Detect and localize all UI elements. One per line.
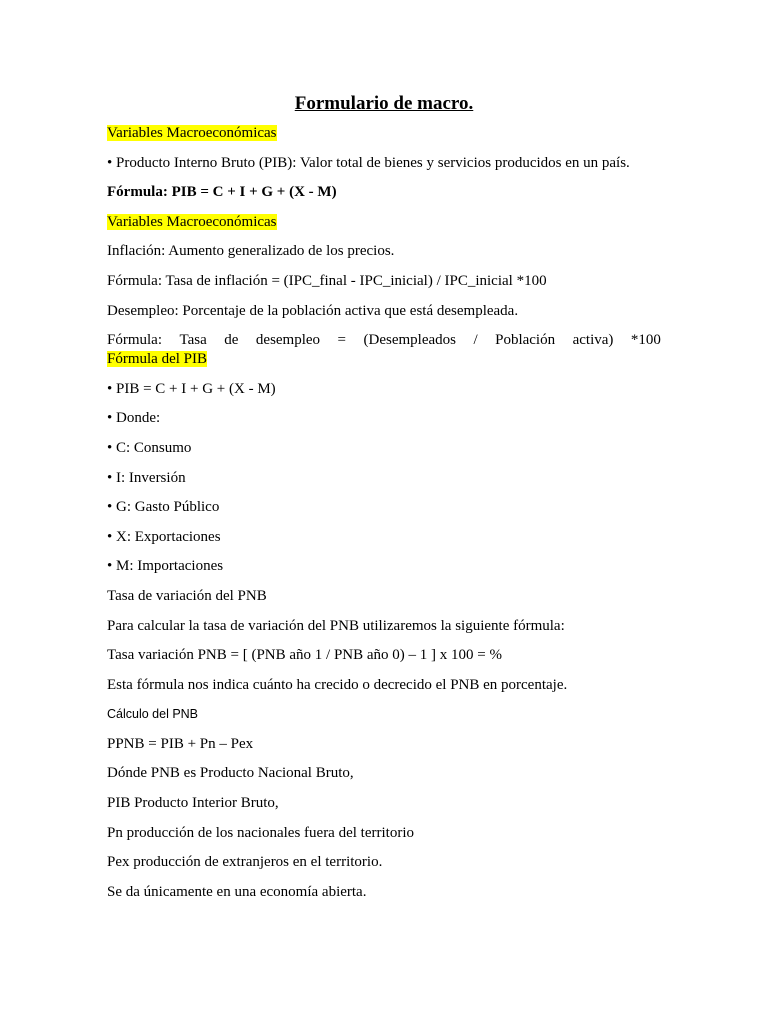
pnb-rate-formula: Tasa variación PNB = [ (PNB año 1 / PNB año 0) – 1 ] x 100 = % [107,647,502,664]
inflation-formula: Fórmula: Tasa de inflación = (IPC_final - IPC_inicial) / IPC_inicial *100 [107,272,547,289]
section-heading-variables-2 [107,213,661,232]
formula-word: de [224,332,239,349]
paragraph: Dónde PNB es Producto Nacional Bruto, [107,765,354,782]
formula-word: activa) [572,332,614,349]
section-heading-variables [107,124,661,143]
formula-word: Población [495,332,556,349]
list-item: • X: Exportaciones [107,528,221,545]
list-item: • C: Consumo [107,439,192,456]
paragraph: Pex producción de extranjeros en el territorio. [107,854,383,871]
formula-word: Tasa [179,332,207,349]
list-item: • I: Inversión [107,469,186,486]
pnb-rate-heading: Tasa de variación del PNB [107,587,267,604]
formula-word: = [337,332,347,349]
inflation-definition: Inflación: Aumento generalizado de los precios. [107,243,395,260]
formula-word: / [473,332,478,349]
highlighted-heading: Variables Macroeconómicas [107,125,277,141]
pnb-rate-explanation: Esta fórmula nos indica cuánto ha crecido o decrecido el PNB en porcentaje. [107,676,568,693]
formula-word: desempleo [255,332,321,349]
unemployment-formula-block [107,331,661,369]
formula-word: (Desempleados [363,332,456,349]
paragraph: PIB Producto Interior Bruto, [107,795,279,812]
document-title: Formulario de macro. [294,93,474,114]
list-item: • G: Gasto Público [107,499,220,516]
list-item: • Donde: [107,410,161,427]
section-heading-pib-formula [107,350,661,369]
formula-word: Fórmula: [107,332,162,349]
paragraph: Pn producción de los nacionales fuera del territorio [107,824,414,841]
list-item: • PIB = C + I + G + (X - M) [107,380,276,397]
paragraph: Se da únicamente en una economía abierta. [107,883,367,900]
highlighted-heading: Variables Macroeconómicas [107,213,277,230]
formula-word: *100 [630,332,661,349]
highlighted-heading: Fórmula del PIB [107,351,207,368]
list-item: • M: Importaciones [107,558,224,575]
pib-definition: • Producto Interno Bruto (PIB): Valor total de bienes y servicios producidos en un país. [107,154,630,171]
pnb-rate-intro: Para calcular la tasa de variación del PNB utilizaremos la siguiente fórmula: [107,617,565,634]
document-page [107,92,661,912]
pib-formula: Fórmula: PIB = C + I + G + (X - M) [107,184,337,201]
pnb-calc-heading: Cálculo del PNB [107,707,199,722]
unemployment-definition: Desempleo: Porcentaje de la población activa que está desempleada. [107,302,519,319]
unemployment-formula [107,331,661,350]
paragraph: PPNB = PIB + Pn – Pex [107,735,254,752]
